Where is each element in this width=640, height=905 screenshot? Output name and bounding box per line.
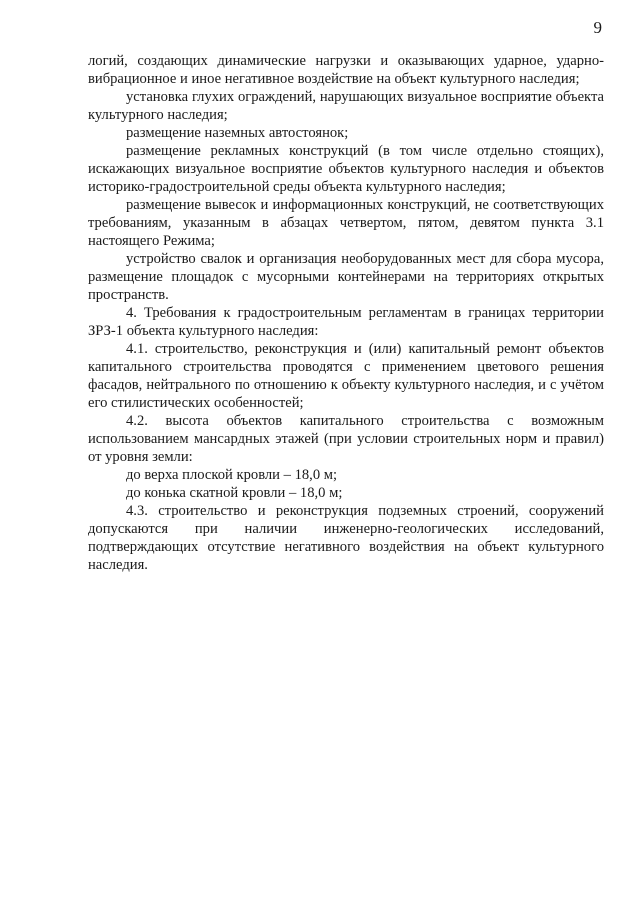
document-body [88, 52, 604, 574]
paragraph-flat-roof: до верха плоской кровли – 18,0 м; [126, 467, 338, 483]
paragraph-4-2: 4.2. высота объектов капитального строительства с возможным использованием мансардных этажей (при условии строительных норм и правил) от уровня земли: [88, 413, 604, 465]
paragraph-pitched-roof: до конька скатной кровли – 18,0 м; [126, 485, 343, 501]
paragraph-4-1: 4.1. строительство, реконструкция и (или) капитальный ремонт объектов капитального строительства проводятся с применением цветового решения фасадов, нейтрального по отношению к объекту культурного наследия, и с учётом его стилистических особенностей; [88, 341, 604, 411]
paragraph-waste: устройство свалок и организация необорудованных мест для сбора мусора, размещение площадок с мусорными контейнерами на территориях открытых пространств. [88, 251, 604, 303]
paragraph-fences: установка глухих ограждений, нарушающих визуальное восприятие объекта культурного наследия; [88, 89, 604, 123]
paragraph-section-4: 4. Требования к градостроительным регламентам в границах территории ЗРЗ-1 объекта культурного наследия: [88, 305, 604, 339]
paragraph-4-3: 4.3. строительство и реконструкция подземных строений, сооружений допускаются при наличии инженерно-геологических исследований, подтверждающих отсутствие негативного воздействия на объект культурного наследия. [88, 503, 604, 573]
paragraph-continuation: логий, создающих динамические нагрузки и оказывающих ударное, ударно-вибрационное и иное негативное воздействие на объект культурного наследия; [88, 53, 604, 87]
paragraph-advertising: размещение рекламных конструкций (в том числе отдельно стоящих), искажающих визуальное восприятие объектов культурного наследия и объектов историко-градостроительной среды объекта культурного наследия; [88, 143, 604, 195]
paragraph-parking: размещение наземных автостоянок; [126, 125, 349, 141]
paragraph-signs: размещение вывесок и информационных конструкций, не соответствующих требованиям, указанным в абзацах четвертом, пятом, девятом пункта 3.1 настоящего Режима; [88, 197, 604, 249]
page-number: 9 [593, 18, 602, 37]
